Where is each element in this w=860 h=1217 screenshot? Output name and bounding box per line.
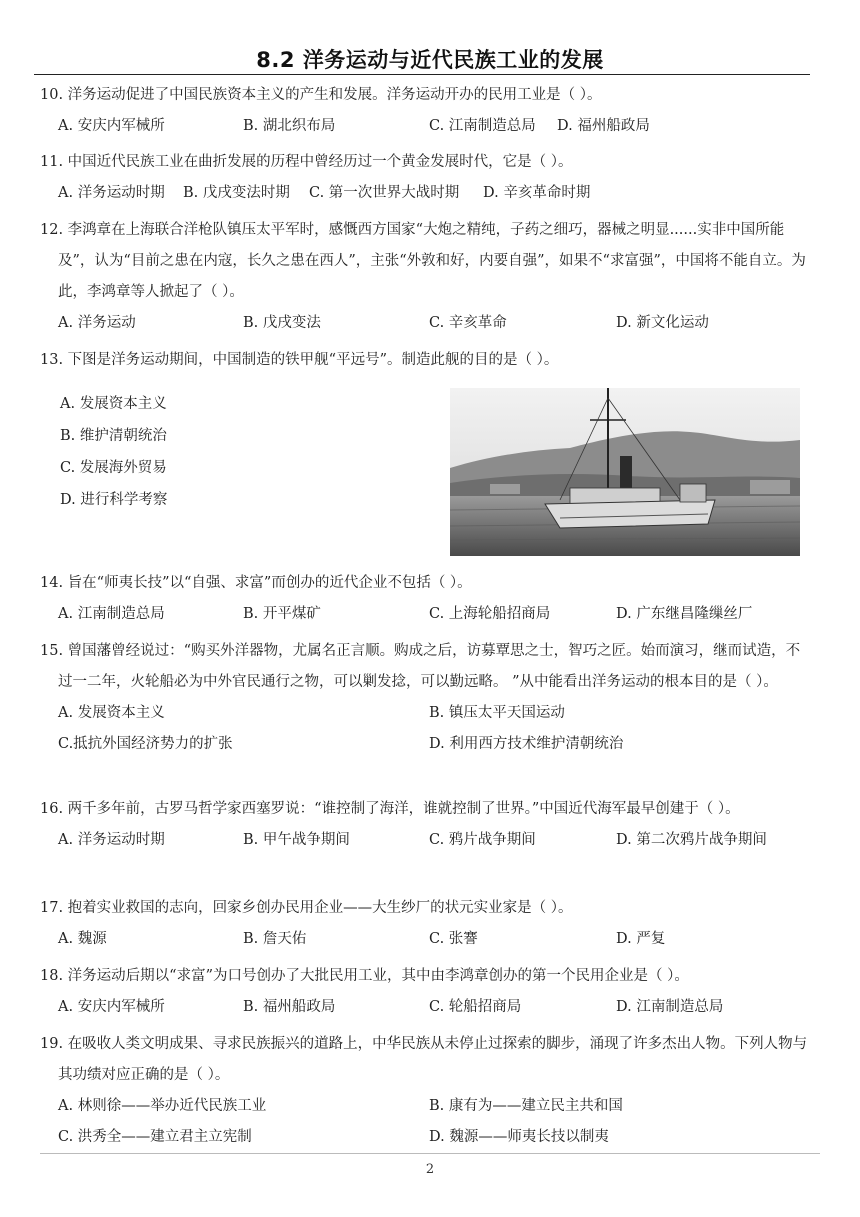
- option-b: B. 康有为——建立民主共和国: [429, 1098, 623, 1114]
- question-17: [40, 893, 810, 955]
- option-c: C. 张謇: [429, 931, 478, 947]
- option-c: C. 辛亥革命: [429, 315, 507, 331]
- option-b: B. 戊戌变法: [243, 315, 321, 331]
- option-d: D. 新文化运动: [616, 315, 709, 331]
- option-d: D. 福州船政局: [557, 118, 650, 134]
- option-b: B. 开平煤矿: [243, 606, 321, 622]
- option-d: D. 江南制造总局: [616, 999, 724, 1015]
- option-a: A. 发展资本主义: [60, 396, 167, 412]
- question-12: [40, 215, 810, 339]
- question-stem: 15. 曾国藩曾经说过：“购买外洋器物，尤属名正言顺。购成之后，访募覃思之士，智巧之匠。始而演习，继而试造，不过一二年，火轮船必为中外官民通行之物，可以剿发捻，可以勤远略。 ”从中能看出洋务运动的根本目的是（ ）。: [40, 643, 801, 690]
- option-c: C. 轮船招商局: [429, 999, 522, 1015]
- question-13: [40, 345, 810, 376]
- option-c: C. 发展海外贸易: [60, 460, 167, 476]
- option-d: D. 辛亥革命时期: [483, 185, 591, 201]
- option-b: B. 湖北织布局: [243, 118, 336, 134]
- question-stem: 10. 洋务运动促进了中国民族资本主义的产生和发展。洋务运动开办的民用工业是（ ）。: [40, 87, 602, 103]
- option-a: A. 江南制造总局: [58, 606, 165, 622]
- option-b: B. 镇压太平天国运动: [429, 705, 565, 721]
- option-a: A. 安庆内军械所: [58, 118, 165, 134]
- question-18: [40, 961, 810, 1023]
- option-d: D. 严复: [616, 931, 666, 947]
- option-a: A. 洋务运动时期: [58, 185, 165, 201]
- option-b: B. 戊戌变法时期: [183, 185, 290, 201]
- question-19: [40, 1029, 810, 1153]
- page-title: 8.2 洋务运动与近代民族工业的发展: [256, 48, 604, 72]
- title-divider: [34, 74, 810, 75]
- option-d: D. 广东继昌隆缫丝厂: [616, 606, 753, 622]
- option-a: A. 洋务运动时期: [58, 832, 165, 848]
- option-c: C. 上海轮船招商局: [429, 606, 551, 622]
- question-stem: 14. 旨在“师夷长技”以“自强、求富”而创办的近代企业不包括（ ）。: [40, 575, 472, 591]
- option-d: D. 第二次鸦片战争期间: [616, 832, 767, 848]
- question-13-options: [60, 388, 167, 516]
- question-10: [40, 80, 810, 142]
- option-d: D. 进行科学考察: [60, 492, 168, 508]
- option-c: C. 洪秀全——建立君主立宪制: [58, 1129, 252, 1145]
- option-a: A. 洋务运动: [58, 315, 136, 331]
- page-number: 2: [425, 1162, 435, 1177]
- question-14: [40, 568, 810, 630]
- option-a: A. 林则徐——举办近代民族工业: [58, 1098, 267, 1114]
- option-b: B. 维护清朝统治: [60, 428, 167, 444]
- option-c: C. 第一次世界大战时期: [309, 185, 460, 201]
- question-stem: 12. 李鸿章在上海联合洋枪队镇压太平军时，感慨西方国家“大炮之精纯，子药之细巧，器械之明显......实非中国所能及”，认为“目前之患在内寇，长久之患在西人”，主张“外敦和好，内要自强”，如果不“求富强”，中国将不能自立。为此，李鸿章等人掀起了（ ）。: [40, 222, 806, 300]
- option-c: C. 鸦片战争期间: [429, 832, 536, 848]
- question-11: [40, 147, 810, 209]
- question-stem: 11. 中国近代民族工业在曲折发展的历程中曾经历过一个黄金发展时代，它是（ ）。: [40, 154, 573, 170]
- option-d: D. 利用西方技术维护清朝统治: [429, 736, 624, 752]
- option-b: B. 甲午战争期间: [243, 832, 350, 848]
- question-15: [40, 636, 810, 760]
- question-stem: 18. 洋务运动后期以“求富”为口号创办了大批民用工业，其中由李鸿章创办的第一个民用企业是（ ）。: [40, 968, 689, 984]
- option-a: A. 发展资本主义: [58, 705, 165, 721]
- option-a: A. 魏源: [58, 931, 107, 947]
- option-b: B. 詹天佑: [243, 931, 307, 947]
- option-d: D. 魏源——师夷长技以制夷: [429, 1129, 609, 1145]
- footer-divider: [40, 1153, 820, 1154]
- option-c: C. 江南制造总局: [429, 118, 536, 134]
- ironclad-ship-photo: [450, 388, 800, 556]
- question-stem: 16. 两千多年前，古罗马哲学家西塞罗说：“谁控制了海洋，谁就控制了世界。”中国近代海军最早创建于（ ）。: [40, 801, 740, 817]
- question-stem: 17. 抱着实业救国的志向，回家乡创办民用企业——大生纱厂的状元实业家是（ ）。: [40, 900, 573, 916]
- option-b: B. 福州船政局: [243, 999, 336, 1015]
- option-c: C.抵抗外国经济势力的扩张: [58, 736, 233, 752]
- question-stem: 19. 在吸收人类文明成果、寻求民族振兴的道路上，中华民族从未停止过探索的脚步，涌现了许多杰出人物。下列人物与其功绩对应正确的是（ ）。: [40, 1036, 808, 1083]
- question-16: [40, 794, 810, 856]
- question-stem: 13. 下图是洋务运动期间，中国制造的铁甲舰“平远号”。制造此舰的目的是（ ）。: [40, 352, 559, 368]
- option-a: A. 安庆内军械所: [58, 999, 165, 1015]
